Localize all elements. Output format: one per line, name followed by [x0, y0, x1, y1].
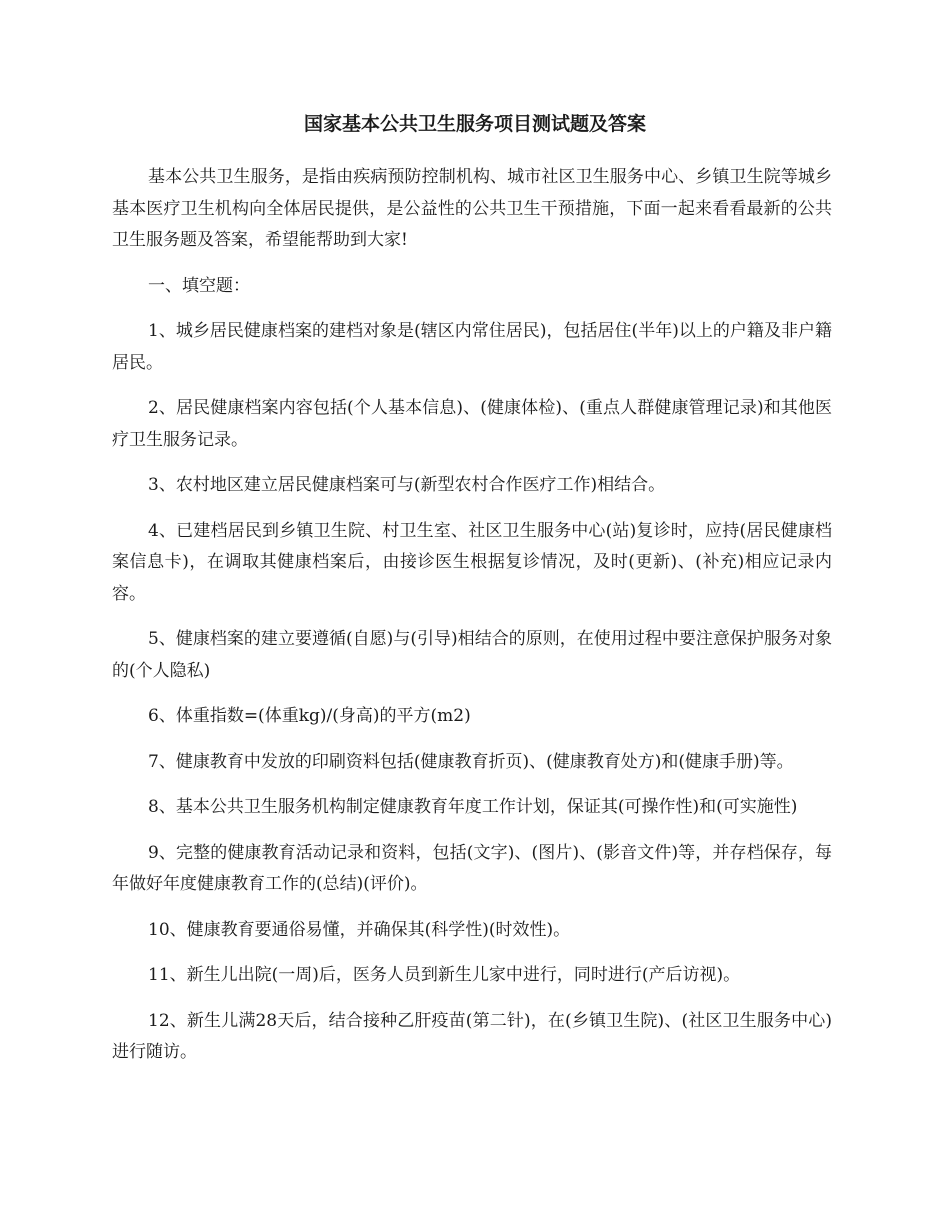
- question-item: 11、新生儿出院(一周)后，医务人员到新生儿家中进行，同时进行(产后访视)。: [148, 965, 741, 985]
- question-item: 1、城乡居民健康档案的建档对象是(辖区内常住居民)，包括居住(半年)以上的户籍及非户籍居民。: [112, 321, 832, 373]
- document-title: 国家基本公共卫生服务项目测试题及答案: [303, 113, 646, 135]
- section-heading: 一、填空题：: [148, 275, 250, 296]
- question-item: 10、健康教育要通俗易懂，并确保其(科学性)(时效性)。: [148, 919, 571, 940]
- document-body: [112, 162, 832, 1083]
- question-item: 3、农村地区建立居民健康档案可与(新型农村合作医疗工作)相结合。: [148, 475, 666, 495]
- question-item: 4、已建档居民到乡镇卫生院、村卫生室、社区卫生服务中心(站)复诊时，应持(居民健康档案信息卡)，在调取其健康档案后，由接诊医生根据复诊情况，及时(更新)、(补充)相应记录内容。: [112, 520, 832, 604]
- question-item: 5、健康档案的建立要遵循(自愿)与(引导)相结合的原则，在使用过程中要注意保护服务对象的(个人隐私): [112, 629, 832, 681]
- question-item: 2、居民健康档案内容包括(个人基本信息)、(健康体检)、(重点人群健康管理记录)和其他医疗卫生服务记录。: [112, 398, 832, 450]
- question-item: 6、体重指数=(体重kg)/(身高)的平方(m2): [148, 706, 471, 726]
- question-item: 7、健康教育中发放的印刷资料包括(健康教育折页)、(健康教育处方)和(健康手册)等。: [148, 751, 794, 772]
- intro-paragraph: 基本公共卫生服务，是指由疾病预防控制机构、城市社区卫生服务中心、乡镇卫生院等城乡基本医疗卫生机构向全体居民提供，是公益性的公共卫生干预措施，下面一起来看看最新的公共卫生服务题及答案，希望能帮助到大家!: [112, 167, 832, 250]
- question-item: 12、新生儿满28天后，结合接种乙肝疫苗(第二针)，在(乡镇卫生院)、(社区卫生服务中心)进行随访。: [112, 1010, 832, 1062]
- question-item: 8、基本公共卫生服务机构制定健康教育年度工作计划，保证其(可操作性)和(可实施性): [148, 797, 798, 817]
- question-item: 9、完整的健康教育活动记录和资料，包括(文字)、(图片)、(影音文件)等，并存档保存，每年做好年度健康教育工作的(总结)(评价)。: [112, 842, 832, 894]
